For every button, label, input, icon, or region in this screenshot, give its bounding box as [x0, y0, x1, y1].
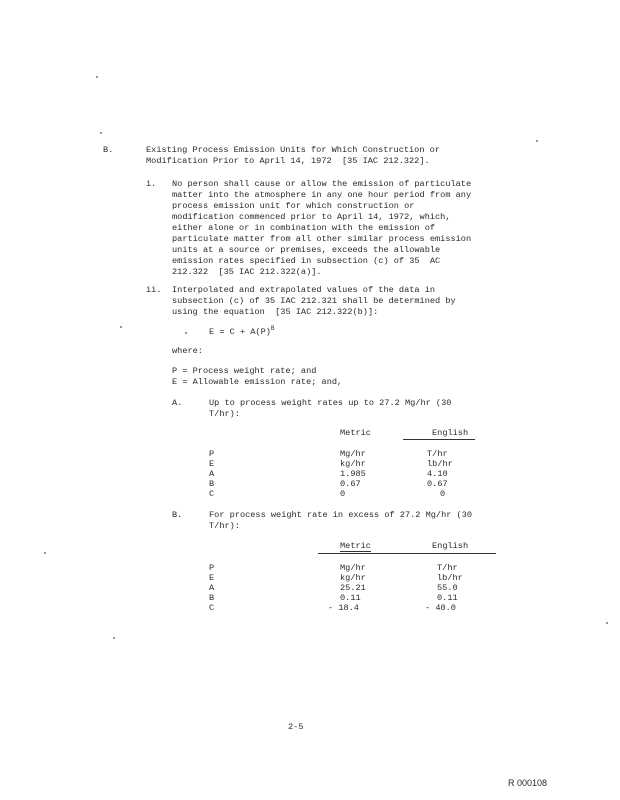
item-ii-line: Interpolated and extrapolated values of the data in	[172, 285, 436, 295]
item-i-line: 212.322 [35 IAC 212.322(a)].	[172, 267, 322, 277]
sub-b-var: A	[209, 583, 215, 593]
item-i-line: matter into the atmosphere in any one hour period from any	[172, 190, 472, 200]
sub-a-line-1: Up to process weight rates up to 27.2 Mg/hr (30	[209, 398, 452, 408]
definition-e: E = Allowable emission rate; and,	[172, 377, 343, 387]
sub-b-var: B	[209, 593, 215, 603]
scan-speck	[44, 552, 46, 554]
sub-b-english: T/hr	[437, 563, 458, 573]
definition-p: P = Process weight rate; and	[172, 366, 317, 376]
sub-a-english: 4.10	[427, 469, 448, 479]
sub-b-english: lb/hr	[437, 573, 463, 583]
item-i-line: No person shall cause or allow the emission of particulate	[172, 179, 472, 189]
item-ii-number: ii.	[146, 285, 162, 295]
equation-exponent: B	[270, 325, 275, 332]
sub-b-metric: 25.21	[340, 583, 366, 593]
item-i-line: emission rates specified in subsection (c) of 35 AC	[172, 256, 441, 266]
sub-b-metric: Mg/hr	[340, 563, 366, 573]
sub-a-var: A	[209, 469, 215, 479]
item-i-line: particulate matter from all other similar process emission	[172, 234, 472, 244]
scan-speck	[536, 140, 538, 142]
item-i-line: either alone or in combination with the emission of	[172, 223, 436, 233]
sub-b-metric: - 18.4	[328, 603, 359, 613]
sub-a-header-english: English	[432, 428, 469, 438]
sub-a-english: 0.67	[427, 479, 448, 489]
sub-b-english: - 40.0	[425, 603, 456, 613]
scan-speck	[120, 326, 122, 328]
sub-a-var: P	[209, 449, 215, 459]
sub-b-metric: 0.11	[340, 593, 361, 603]
item-i-line: modification commenced prior to April 14, 1972, which,	[172, 212, 451, 222]
sub-b-var: P	[209, 563, 215, 573]
sub-a-var: B	[209, 479, 215, 489]
sub-b-letter: B.	[172, 510, 183, 520]
sub-b-english: 55.0	[437, 583, 458, 593]
bates-number: R 000108	[508, 778, 548, 788]
sub-a-header-metric: Metric	[340, 428, 371, 438]
sub-a-metric: 1.985	[340, 469, 366, 479]
sub-a-english: 0	[440, 489, 446, 499]
equation-body: E = C + A(P)	[209, 327, 271, 337]
item-i-line: process emission unit for which construction or	[172, 201, 415, 211]
item-i-number: i.	[146, 179, 157, 189]
sub-a-line-2: T/hr):	[209, 409, 240, 419]
section-title-line-2: Modification Prior to April 14, 1972 [35 IAC 212.322].	[146, 156, 430, 166]
scan-speck	[100, 132, 102, 134]
sub-a-letter: A.	[172, 398, 183, 408]
sub-b-header-metric: Metric	[340, 541, 371, 551]
scan-speck	[96, 76, 98, 78]
sub-a-english: lb/hr	[427, 459, 453, 469]
scan-speck	[113, 637, 115, 639]
sub-b-var: C	[209, 603, 215, 613]
sub-a-var: C	[209, 489, 215, 499]
sub-a-metric: kg/hr	[340, 459, 366, 469]
sub-b-header-english: English	[432, 541, 469, 551]
sub-b-var: E	[209, 573, 215, 583]
sub-a-metric: Mg/hr	[340, 449, 366, 459]
sub-b-line-1: For process weight rate in excess of 27.2 Mg/hr (30	[209, 510, 473, 520]
sub-b-english: 0.11	[437, 593, 458, 603]
page-number: 2-5	[288, 722, 304, 732]
scan-speck	[606, 622, 608, 624]
sub-a-metric: 0	[340, 489, 346, 499]
sub-a-metric: 0.67	[340, 479, 361, 489]
scan-speck	[185, 332, 187, 334]
sub-a-english-rule	[403, 439, 475, 440]
item-i-line: units at a source or premises, exceeds the allowable	[172, 245, 441, 255]
sub-a-var: E	[209, 459, 215, 469]
sub-b-line-2: T/hr):	[209, 521, 240, 531]
where-label: where:	[172, 346, 203, 356]
item-ii-line: using the equation [35 IAC 212.322(b)]:	[172, 307, 379, 317]
item-ii-line: subsection (c) of 35 IAC 212.321 shall be determined by	[172, 296, 456, 306]
sub-b-header-rule	[318, 553, 496, 554]
section-title-line-1: Existing Process Emission Units for Which Construction or	[146, 145, 440, 155]
section-letter: B.	[103, 145, 114, 155]
sub-b-metric: kg/hr	[340, 573, 366, 583]
equation	[209, 324, 275, 337]
sub-a-english: T/hr	[427, 449, 448, 459]
